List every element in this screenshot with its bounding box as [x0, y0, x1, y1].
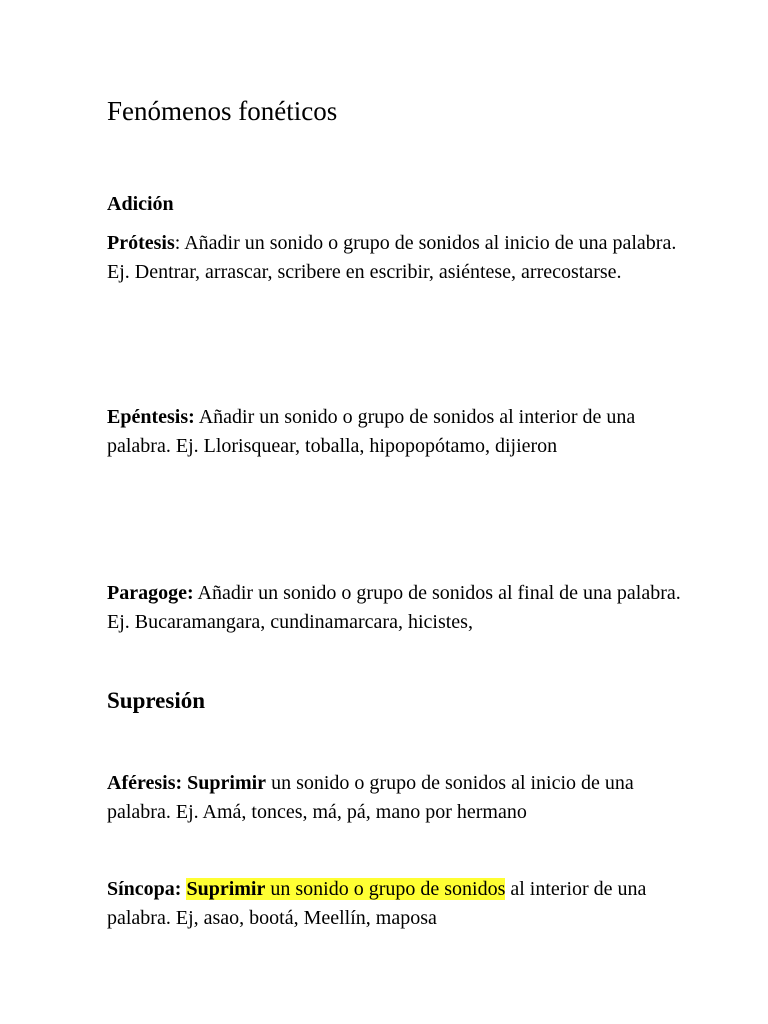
definition-protesis: : Añadir un sonido o grupo de sonidos al inicio de una palabra. Ej. Dentrar, arrascar, scribere en escribir, asiéntese, arrecostarse. — [107, 232, 677, 283]
paragraph-paragoge — [107, 579, 687, 637]
paragraph-aferesis — [107, 769, 687, 827]
section-heading-supresion: Supresión — [107, 688, 206, 713]
bold-word-aferesis: Suprimir — [187, 772, 267, 794]
term-aferesis: Aféresis: — [107, 772, 183, 794]
definition-epentesis: Añadir un sonido o grupo de sonidos al interior de una palabra. Ej. Llorisquear, toballa, hipopopótamo, dijieron — [107, 406, 636, 457]
highlighted-phrase — [186, 878, 505, 900]
term-sincopa: Síncopa: — [107, 878, 182, 900]
section-heading-adicion: Adición — [107, 193, 174, 215]
paragraph-protesis — [107, 229, 687, 287]
definition-sincopa: al interior de una palabra. Ej, asao, bootá, Meellín, maposa — [107, 878, 647, 929]
definition-paragoge: Añadir un sonido o grupo de sonidos al final de una palabra. Ej. Bucaramangara, cundinamarcara, hicistes, — [107, 582, 681, 633]
bold-word-sincopa: Suprimir — [186, 878, 266, 900]
term-epentesis: Epéntesis: — [107, 406, 195, 428]
definition-aferesis: un sonido o grupo de sonidos al inicio de una palabra. Ej. Amá, tonces, má, pá, mano por hermano — [107, 772, 634, 823]
document-title: Fenómenos fonéticos — [107, 96, 338, 126]
term-protesis: Prótesis — [107, 232, 175, 254]
paragraph-sincopa — [107, 875, 687, 933]
paragraph-epentesis — [107, 403, 687, 461]
term-paragoge: Paragoge: — [107, 582, 194, 604]
highlighted-text-sincopa: un sonido o grupo de sonidos — [265, 878, 506, 900]
